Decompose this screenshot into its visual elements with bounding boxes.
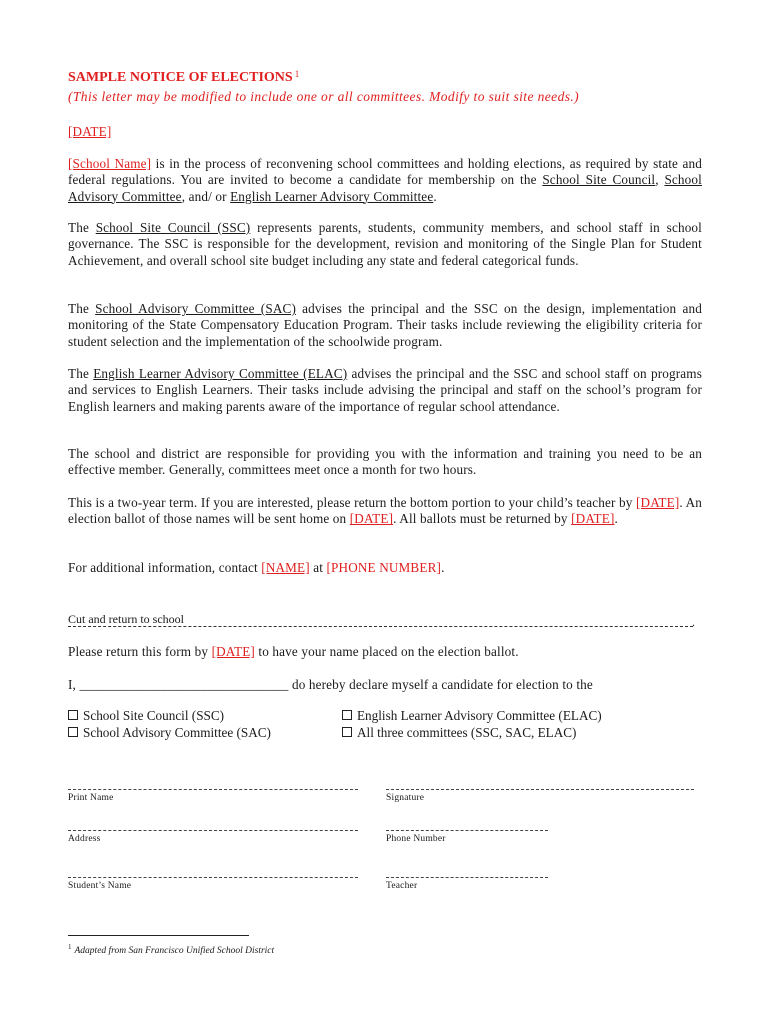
teacher-line[interactable] <box>386 877 548 878</box>
footnote <box>68 943 274 956</box>
responsibility-paragraph: The school and district are responsible for providing you with the information and training you need to be an effective member. Generally, committees meet once a month for two hours. <box>68 446 702 478</box>
return-text: Please return this form by <box>68 644 212 659</box>
print-name-label: Print Name <box>68 793 114 803</box>
option-all[interactable] <box>342 725 576 741</box>
separator: , and/ or <box>181 188 231 204</box>
page-subtitle: (This letter may be modified to include one or all committees. Modify to suit site needs.) <box>68 89 580 104</box>
period: . <box>614 511 618 527</box>
signature-line[interactable] <box>386 789 694 790</box>
footnote-ref: 1 <box>294 69 300 79</box>
contact-paragraph <box>68 560 702 576</box>
declare-text: do hereby declare myself a candidate for election to the <box>288 677 593 692</box>
separator: , <box>655 172 665 188</box>
cut-line <box>68 626 693 627</box>
cut-line-end: . <box>692 615 695 629</box>
option-label: English Learner Advisory Committee (ELAC) <box>357 708 602 723</box>
cut-label: Cut and return to school <box>68 612 184 626</box>
form-return-date-field[interactable]: [DATE] <box>211 644 255 659</box>
option-label: All three committees (SSC, SAC, ELAC) <box>357 725 577 740</box>
term-text: This is a two-year term. If you are interested, please return the bottom portion to your child’s teacher by <box>68 495 636 510</box>
intro-paragraph <box>68 156 702 205</box>
term-paragraph <box>68 495 702 528</box>
ssc-paragraph <box>68 220 702 269</box>
lead-text: The <box>68 366 94 381</box>
name-blank[interactable]: _______________________________ <box>79 677 289 692</box>
elac-link: English Learner Advisory Committee <box>230 188 434 204</box>
page-title <box>68 70 299 86</box>
option-ssc[interactable] <box>68 708 224 724</box>
student-name-label: Student’s Name <box>68 881 132 891</box>
phone-label: Phone Number <box>386 834 446 844</box>
period: . <box>441 560 445 575</box>
sac-description: advises the principal and the SSC on the design, implementation and monitoring of the State Compensatory Education Program. Their tasks include reviewing the eligibility criteria for student selection and the implementation of the schoolwide program. <box>68 301 702 349</box>
footnote-text: Adapted from San Francisco Unified School District <box>74 946 275 957</box>
phone-line[interactable] <box>386 830 548 831</box>
return-instruction <box>68 644 519 660</box>
checkbox-icon[interactable] <box>342 727 352 737</box>
signature-label: Signature <box>386 793 425 803</box>
option-elac[interactable] <box>342 708 602 724</box>
checkbox-icon[interactable] <box>342 710 352 720</box>
return-text: to have your name placed on the election ballot. <box>254 644 519 659</box>
date-field[interactable]: [DATE] <box>68 124 112 139</box>
ssc-description: represents parents, students, community members, and school staff in school governance. The SSC is responsible for the development, revision and monitoring of the Single Plan for Student Achievement, and overall school site budget including any state and federal categorical funds. <box>68 220 702 268</box>
title-text: SAMPLE NOTICE OF ELECTIONS <box>68 70 293 85</box>
ballot-date-field[interactable]: [DATE] <box>349 511 394 527</box>
declaration-line <box>68 677 593 693</box>
date-placeholder <box>68 124 702 140</box>
print-name-line[interactable] <box>68 789 358 790</box>
contact-text: at <box>309 560 327 575</box>
elac-description: advises the principal and the SSC and school staff on programs and services to English Learners. Their tasks include advising the principal and staff on the school’s program for English learners and making parents aware of the importance of regular school attendance. <box>68 366 702 414</box>
period: . <box>433 188 437 204</box>
student-name-line[interactable] <box>68 877 358 878</box>
ssc-link: School Site Council <box>542 172 656 188</box>
sac-term: School Advisory Committee (SAC) <box>95 301 296 316</box>
address-line[interactable] <box>68 830 358 831</box>
ssc-term: School Site Council (SSC) <box>95 220 251 235</box>
sac-paragraph <box>68 301 702 350</box>
term-text: . An election ballot of those names will be sent home on <box>68 495 702 527</box>
return-date-field[interactable]: [DATE] <box>635 495 680 510</box>
option-label: School Site Council (SSC) <box>83 708 225 723</box>
elac-paragraph <box>68 366 702 415</box>
lead-text: The <box>68 220 96 235</box>
elac-term: English Learner Advisory Committee (ELAC) <box>93 366 348 381</box>
intro-text: is in the process of reconvening school committees and holding elections, as required by state and federal regulations. You are invited to become a candidate for membership on the <box>68 156 702 188</box>
term-text: . All ballots must be returned by <box>393 511 572 527</box>
contact-text: For additional information, contact <box>68 560 262 575</box>
teacher-label: Teacher <box>386 881 418 891</box>
footnote-mark: 1 <box>68 943 72 951</box>
sac-link: School Advisory Committee <box>68 172 702 204</box>
checkbox-icon[interactable] <box>68 727 78 737</box>
option-label: School Advisory Committee (SAC) <box>83 725 271 740</box>
option-sac[interactable] <box>68 725 271 741</box>
contact-name-field[interactable]: [NAME] <box>261 560 310 575</box>
school-name-field[interactable]: [School Name] <box>68 156 152 171</box>
declare-text: I, <box>68 677 80 692</box>
phone-number-field[interactable]: [PHONE NUMBER] <box>326 560 442 575</box>
lead-text: The <box>68 301 96 316</box>
footnote-rule <box>68 935 249 936</box>
address-label: Address <box>68 834 101 844</box>
ballot-due-date-field[interactable]: [DATE] <box>571 511 615 527</box>
checkbox-icon[interactable] <box>68 710 78 720</box>
